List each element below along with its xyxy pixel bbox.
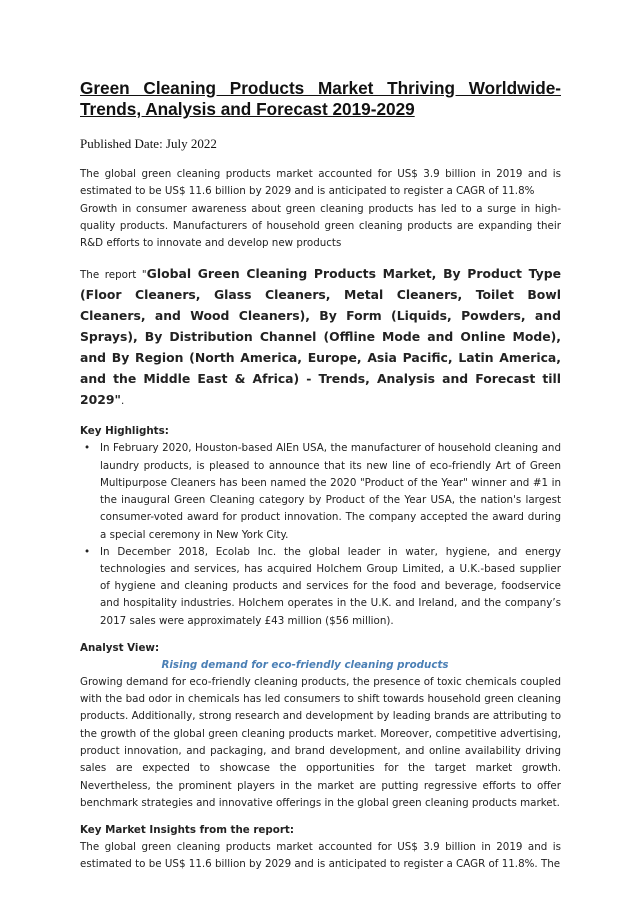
list-item bbox=[80, 440, 561, 543]
document-title: Green Cleaning Products Market Thriving Worldwide- Trends, Analysis and Forecast 2019-2029 bbox=[80, 78, 561, 119]
analyst-view-label: Analyst View: bbox=[80, 641, 160, 654]
intro-paragraph-growth: Growth in consumer awareness about green cleaning products has led to a surge in high-quality products. Manufacturers of household green cleaning products are expanding their R&D efforts to innovate and develop new products bbox=[80, 202, 561, 250]
key-insights-paragraph: The global green cleaning products market accounted for US$ 3.9 billion in 2019 and is estimated to be US$ 11.6 billion by 2029 and is anticipated to register a CAGR of 11.8%. The bbox=[80, 841, 561, 871]
analyst-view-paragraph: Growing demand for eco-friendly cleaning products, the presence of toxic chemicals coupled with the bad odor in chemicals has led consumers to shift towards household green cleaning products. Additionally, strong research and development by leading brands are attributing to the growth of the global green cleaning products market. Moreover, competitive advertising, product innovation, and packaging, and brand development, and online availability driving sales are expected to showcase the opportunities for the target market growth. Nevertheless, the prominent players in the market are putting regressive efforts to offer benchmark strategies and innovative offerings in the global green cleaning products market. bbox=[80, 675, 561, 809]
highlight-text: In December 2018, Ecolab Inc. the global leader in water, hygiene, and energy technologies and services, has acquired Holchem Group Limited, a U.K.-based supplier of hygiene and cleaning products and services for the food and beverage, foodservice and hospitality industries. Holchem operates in the U.K. and Ireland, and the company’s 2017 sales were approximately £43 million ($56 million). bbox=[100, 545, 561, 627]
document-page bbox=[80, 78, 561, 874]
bullet-icon: • bbox=[84, 442, 91, 455]
key-highlights-list bbox=[80, 440, 561, 629]
analyst-view-subheading: Rising demand for eco-friendly cleaning products bbox=[161, 658, 449, 671]
report-title-paragraph bbox=[80, 264, 561, 411]
list-item bbox=[80, 544, 561, 630]
highlight-text: In February 2020, Houston-based AlEn USA, the manufacturer of household cleaning and laundry products, is pleased to announce that its new line of eco-friendly Art of Green Multipurpose Cleaners has been named the 2020 "Product of the Year" winner and #1 in the inaugural Green Cleaning category by Product of the Year USA, the nation's largest consumer-voted award for product innovation. The company accepted the award during a special ceremony in New York City. bbox=[100, 442, 561, 541]
published-date: Published Date: July 2022 bbox=[80, 136, 217, 151]
report-title: Global Green Cleaning Products Market, By Product Type (Floor Cleaners, Glass Cleaners, Metal Cleaners, Toilet Bowl Cleaners, and Wood Cleaners), By Form (Liquids, Powders, and Sprays), By Distribution Channel (Offline Mode and Online Mode), and By Region (North America, Europe, Asia Pacific, Latin America, and the Middle East & Africa) - Trends, Analysis and Forecast till 2029" bbox=[80, 266, 561, 408]
key-insights-label: Key Market Insights from the report: bbox=[80, 824, 294, 837]
report-prefix: The report " bbox=[80, 269, 147, 282]
intro-paragraph-market-size: The global green cleaning products market accounted for US$ 3.9 billion in 2019 and is estimated to be US$ 11.6 billion by 2029 and is anticipated to register a CAGR of 11.8% bbox=[80, 168, 561, 198]
key-highlights-label: Key Highlights: bbox=[80, 425, 169, 438]
bullet-icon: • bbox=[84, 545, 91, 558]
report-suffix: . bbox=[120, 395, 125, 408]
